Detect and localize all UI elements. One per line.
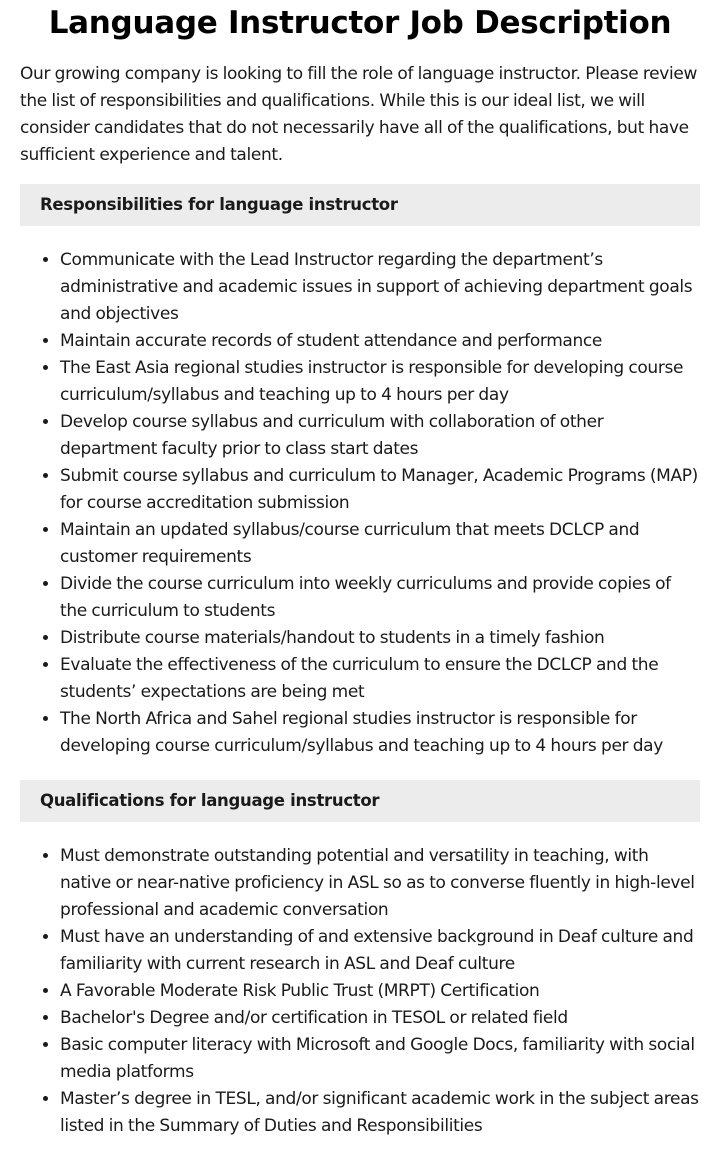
page-title: Language Instructor Job Description — [48, 5, 672, 41]
list-item: • The North Africa and Sahel regional studies instructor is responsible for developing course curriculum/syllabus and teaching up to 4 hours per day — [60, 706, 700, 760]
list-item: • Master’s degree in TESL, and/or significant academic work in the subject areas listed in the Summary of Duties and Responsibilities — [60, 1086, 700, 1140]
list-item: • The East Asia regional studies instructor is responsible for developing course curriculum/syllabus and teaching up to 4 hours per day — [60, 355, 700, 409]
list-item: • Evaluate the effectiveness of the curriculum to ensure the DCLCP and the students’ expectations are being met — [60, 652, 700, 706]
list-item: • Must have an understanding of and extensive background in Deaf culture and familiarity with current research in ASL and Deaf culture — [60, 924, 700, 978]
responsibilities-heading: Responsibilities for language instructor — [20, 184, 700, 226]
list-item: • Develop course syllabus and curriculum with collaboration of other department faculty prior to class start dates — [60, 409, 700, 463]
list-item: • Distribute course materials/handout to students in a timely fashion — [60, 625, 700, 652]
qualifications-heading: Qualifications for language instructor — [20, 780, 700, 822]
list-item: • Maintain accurate records of student attendance and performance — [60, 328, 700, 355]
responsibilities-list — [20, 247, 700, 760]
list-item: • Communicate with the Lead Instructor regarding the department’s administrative and academic issues in support of achieving department goals and objectives — [60, 247, 700, 328]
intro-paragraph: Our growing company is looking to fill the role of language instructor. Please review the list of responsibilities and qualifications. While this is our ideal list, we will consider candidates that do not necessarily have all of the qualifications, but have sufficient experience and talent. — [20, 64, 698, 165]
list-item: • Divide the course curriculum into weekly curriculums and provide copies of the curriculum to students — [60, 571, 700, 625]
list-item: • A Favorable Moderate Risk Public Trust (MRPT) Certification — [60, 978, 700, 1005]
list-item: • Submit course syllabus and curriculum to Manager, Academic Programs (MAP) for course accreditation submission — [60, 463, 700, 517]
list-item: • Maintain an updated syllabus/course curriculum that meets DCLCP and customer requirements — [60, 517, 700, 571]
qualifications-list — [20, 843, 700, 1140]
list-item: • Basic computer literacy with Microsoft and Google Docs, familiarity with social media platforms — [60, 1032, 700, 1086]
list-item: • Must demonstrate outstanding potential and versatility in teaching, with native or near-native proficiency in ASL so as to converse fluently in high-level professional and academic conversation — [60, 843, 700, 924]
list-item: • Bachelor's Degree and/or certification in TESOL or related field — [60, 1005, 700, 1032]
